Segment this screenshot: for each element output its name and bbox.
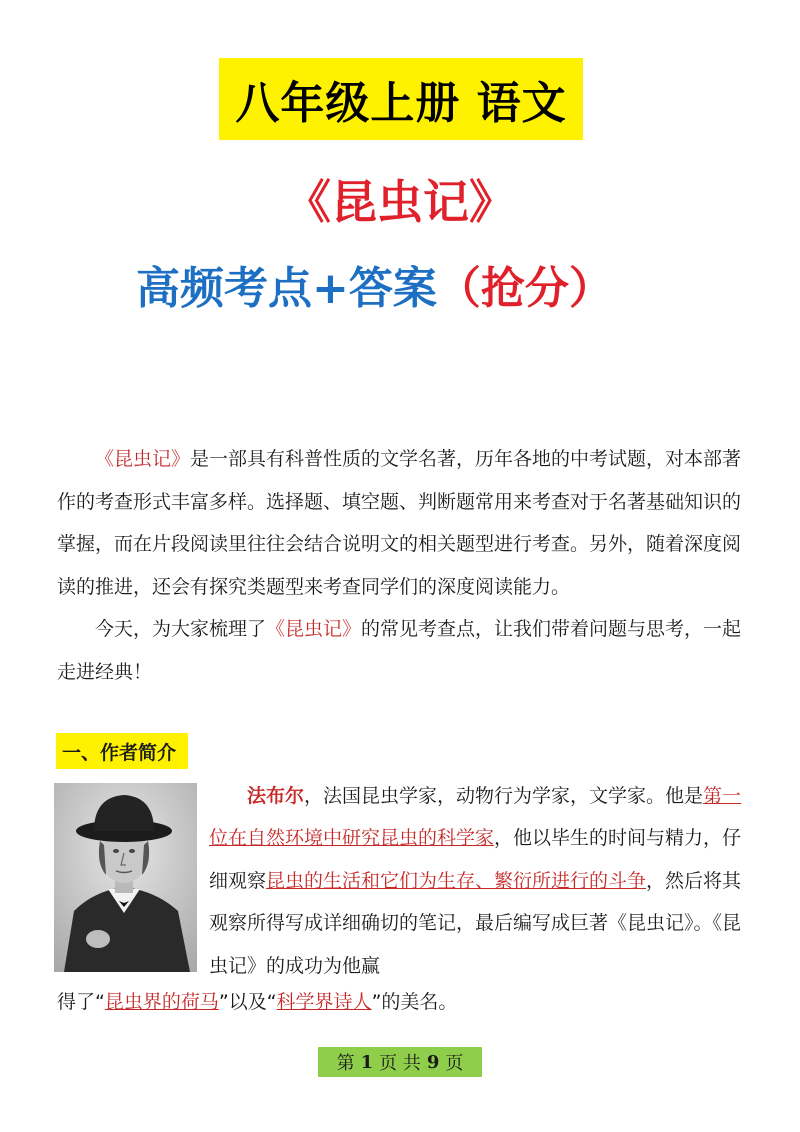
subtitle-main: 高频考点+答案 [136,263,437,314]
intro-paragraph-2 [57,608,747,693]
bio-highlight-2: 昆虫的生活和它们为生存、繁衍所进行的斗争 [266,869,647,892]
footer-total-pages: 9 [426,1051,440,1073]
bio-highlight-3: 昆虫界的荷马 [104,991,219,1013]
portrait-image [54,783,197,972]
bio-last-line [57,987,747,1017]
bio-text-6: ”的美名。 [371,991,458,1013]
footer-prefix: 第 [336,1053,355,1074]
author-portrait [54,783,197,972]
bio-text-4: 得了“ [57,991,105,1013]
bio-text-2: ，他以毕生的时间与精力，仔细观察 [209,827,742,892]
intro-p2-end: 的常见考查点，让我们带着问题与思考，一起走进经典！ [57,618,742,683]
intro-book-ref-2: 《昆虫记》 [266,618,362,640]
intro-paragraph-1 [57,438,747,608]
bio-highlight-1: 第一位在自然环境中研究昆虫的科学家 [209,785,742,850]
subtitle [136,252,613,316]
bio-text-3: ，然后将其观察所得写成详细确切的笔记，最后编写成巨著《昆虫记》。《昆虫记》的成功为他赢 [209,869,742,977]
book-title: 《昆虫记》 [285,175,515,229]
bio-highlight-4: 科学界诗人 [276,991,372,1013]
footer-middle: 页 共 [379,1053,421,1074]
bio-text-1: ，法国昆虫学家，动物行为学家，文学家。他是 [304,785,704,807]
intro-text [57,438,747,693]
footer-page-number: 1 [360,1051,374,1073]
subtitle-tag: （抢分） [436,263,613,314]
author-name: 法布尔 [247,785,305,807]
intro-book-ref: 《昆虫记》 [95,448,191,470]
grade-title: 八年级上册 语文 [219,58,583,140]
author-bio [209,775,749,987]
footer-suffix: 页 [445,1053,464,1074]
page-footer [318,1047,482,1077]
bio-text-5: ”以及“ [218,991,277,1013]
section-heading-author: 一、作者简介 [56,733,188,769]
intro-p1-body: 是一部具有科普性质的文学名著，历年各地的中考试题，对本部著作的考查形式丰富多样。选择题、填空题、判断题常用来考查对于名著基础知识的掌握，而在片段阅读里往往会结合说明文的相关题型进行考查。另外，随着深度阅读的推进，还会有探究类题型来考查同学们的深度阅读能力。 [57,448,742,598]
intro-p2-start: 今天，为大家梳理了 [95,618,267,640]
bio-paragraph [209,775,749,987]
